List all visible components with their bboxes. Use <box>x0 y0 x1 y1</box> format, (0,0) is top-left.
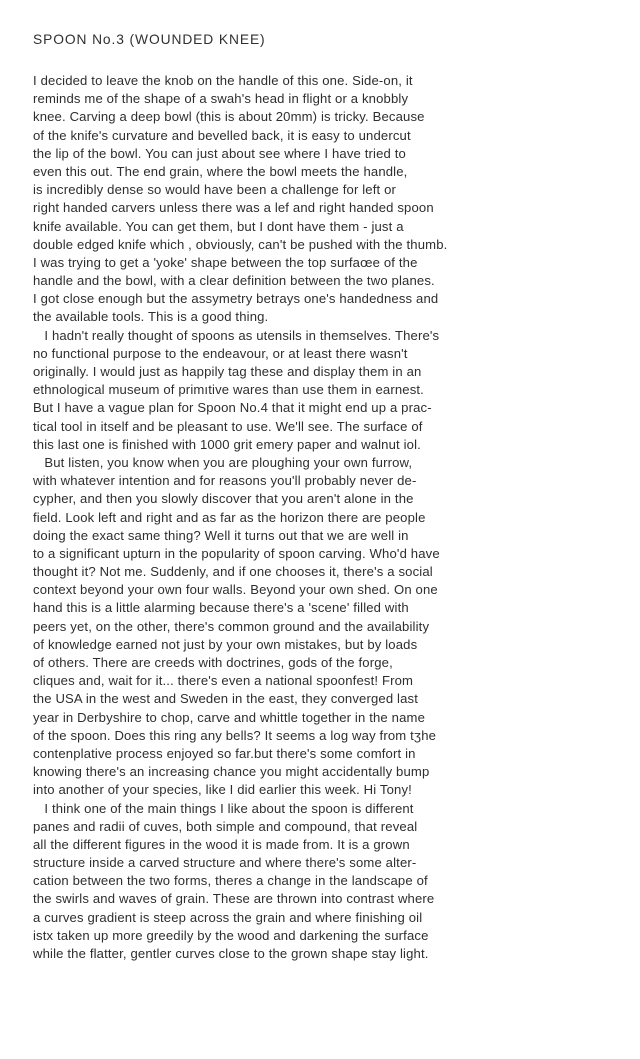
text-line: knee. Carving a deep bowl (this is about 20mm) is tricky. Because <box>33 109 425 125</box>
text-line: thought it? Not me. Suddenly, and if one chooses it, there's a social <box>33 564 433 580</box>
document-title: SPOON No.3 (WOUNDED KNEE) <box>33 32 266 47</box>
text-line: no functional purpose to the endeavour, or at least there wasn't <box>33 345 408 361</box>
text-line: peers yet, on the other, there's common ground and the availability <box>33 618 430 634</box>
text-line: the lip of the bowl. You can just about see where I have tried to <box>33 145 406 161</box>
text-line: tical tool in itself and be pleasant to use. We'll see. The surface of <box>33 418 423 434</box>
text-line: I think one of the main things I like about the spoon is different <box>33 800 414 816</box>
text-line: cation between the two forms, theres a change in the landscape of <box>33 873 428 889</box>
text-line: double edged knife which , obviously, can't be pushed with the thumb. <box>33 236 448 252</box>
text-line: context beyond your own four walls. Beyond your own shed. On one <box>33 582 438 598</box>
text-line: contenplative process enjoyed so far.but there's some comfort in <box>33 745 416 761</box>
text-line: of the spoon. Does this ring any bells? It seems a log way from tʒhe <box>33 727 437 743</box>
text-line: But I have a vague plan for Spoon No.4 that it might end up a prac- <box>33 400 432 416</box>
text-line: a curves gradient is steep across the grain and where finishing oil <box>33 909 423 925</box>
text-line: cypher, and then you slowly discover that you aren't alone in the <box>33 491 414 507</box>
text-line: all the different figures in the wood it is made from. It is a grown <box>33 836 410 852</box>
text-line: field. Look left and right and as far as the horizon there are people <box>33 509 426 525</box>
text-line: is incredibly dense so would have been a challenge for left or <box>33 182 397 198</box>
text-line: of knowledge earned not just by your own mistakes, but by loads <box>33 636 418 652</box>
text-line: panes and radii of cuves, both simple and compound, that reveal <box>33 818 418 834</box>
text-line: doing the exact same thing? Well it turns out that we are well in <box>33 527 409 543</box>
text-line: of the knife's curvature and bevelled back, it is easy to undercut <box>33 127 411 143</box>
text-line: ethnological museum of primıtive wares than use them in earnest. <box>33 382 424 398</box>
text-line: I was trying to get a 'yoke' shape between the top surfaœe of the <box>33 254 418 270</box>
text-line: even this out. The end grain, where the bowl meets the handle, <box>33 163 408 179</box>
text-line: I got close enough but the assymetry betrays one's handedness and <box>33 291 439 307</box>
text-line: the swirls and waves of grain. These are thrown into contrast where <box>33 891 435 907</box>
text-line: originally. I would just as happily tag these and display them in an <box>33 364 422 379</box>
text-line: I decided to leave the knob on the handle of this one. Side-on, it <box>33 73 413 88</box>
document-body <box>33 72 633 963</box>
text-line: handle and the bowl, with a clear definition between the two planes. <box>33 273 435 289</box>
text-line: cliques and, wait for it... there's even a national spoonfest! From <box>33 673 414 689</box>
text-line: hand this is a little alarming because there's a 'scene' filled with <box>33 600 409 616</box>
text-line: into another of your species, like I did earlier this week. Hi Tony! <box>33 782 412 798</box>
text-line: right handed carvers unless there was a lef and right handed spoon <box>33 200 434 216</box>
text-line: the USA in the west and Sweden in the east, they converged last <box>33 691 419 707</box>
text-line: while the flatter, gentler curves close to the grown shape stay light. <box>33 946 429 961</box>
text-line: But listen, you know when you are ploughing your own furrow, <box>33 454 413 470</box>
text-line: to a significant upturn in the popularity of spoon carving. Who'd have <box>33 545 440 561</box>
text-line: I hadn't really thought of spoons as utensils in themselves. There's <box>33 327 440 343</box>
text-line: knowing there's an increasing chance you might accidentally bump <box>33 764 430 780</box>
text-line: knife available. You can get them, but I dont have them - just a <box>33 218 404 234</box>
text-line: reminds me of the shape of a swah's head in flight or a knobbly <box>33 91 409 107</box>
text-line: the available tools. This is a good thing. <box>33 309 269 325</box>
text-line: year in Derbyshire to chop, carve and whittle together in the name <box>33 709 426 725</box>
text-line: of others. There are creeds with doctrines, gods of the forge, <box>33 655 393 670</box>
text-line: this last one is finished with 1000 grit emery paper and walnut iol. <box>33 436 421 452</box>
text-line: with whatever intention and for reasons you'll probably never de- <box>33 473 417 489</box>
text-line: structure inside a carved structure and where there's some alter- <box>33 855 417 871</box>
text-line: istx taken up more greedily by the wood and darkening the surface <box>33 927 429 943</box>
